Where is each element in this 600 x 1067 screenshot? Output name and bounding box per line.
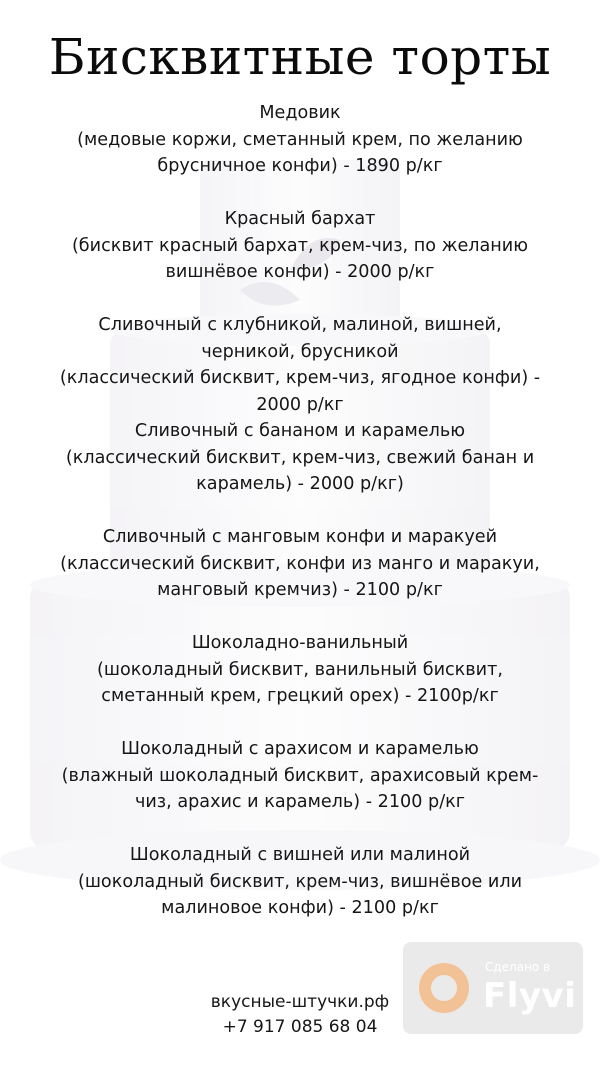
- item-description-line: (шоколадный бисквит, крем-чиз, вишнёвое или: [77, 871, 523, 892]
- item-description-line: (классический бисквит, крем-чиз, свежий банан и: [65, 447, 535, 468]
- menu-item-creamy-banana-caramel: [30, 418, 570, 524]
- item-description-line: (влажный шоколадный бисквит, арахисовый крем-: [61, 765, 539, 786]
- menu-item-medovik: [30, 100, 570, 206]
- item-name: Красный бархат: [224, 209, 376, 229]
- item-description-line: малиновое конфи) - 2100 р/кг: [161, 898, 439, 918]
- item-description-line: (шоколадный бисквит, ванильный бисквит,: [97, 659, 503, 680]
- item-name: Сливочный с клубникой, малиной, вишней,: [98, 315, 502, 335]
- item-name: Медовик: [259, 103, 341, 123]
- item-description-line: (классический бисквит, крем-чиз, ягодное конфи) -: [59, 368, 541, 388]
- cake-menu-list: [30, 100, 570, 948]
- item-description-line: манговый кремчиз) - 2100 р/кг: [157, 580, 443, 600]
- page-title: Бисквитные торты: [48, 28, 552, 86]
- item-name: Шоколадно-ванильный: [191, 633, 409, 653]
- menu-item-red-velvet: [30, 206, 570, 312]
- item-name: Сливочный с бананом и карамелью: [134, 421, 466, 441]
- item-name: Сливочный с манговым конфи и маракуей: [102, 527, 498, 547]
- item-name: черникой, брусникой: [201, 341, 399, 362]
- item-description-line: 2000 р/кг: [256, 394, 344, 415]
- flyvi-logo-icon: [419, 963, 469, 1013]
- menu-item-creamy-berries: [30, 312, 570, 418]
- footer-website[interactable]: вкусные-штучки.рф: [210, 992, 390, 1012]
- item-name: Шоколадный с вишней или малиной: [129, 845, 471, 865]
- item-description-line: (классический бисквит, конфи из манго и маракуи,: [60, 553, 540, 574]
- menu-item-chocolate-vanilla: [30, 630, 570, 736]
- item-description-line: брусничное конфи) - 1890 р/кг: [157, 156, 443, 176]
- menu-item-chocolate-cherry-raspberry: [30, 842, 570, 948]
- item-description-line: вишнёвое конфи) - 2000 р/кг: [165, 262, 435, 282]
- footer-phone[interactable]: +7 917 085 68 04: [222, 1017, 378, 1037]
- item-description-line: карамель) - 2000 р/кг): [196, 474, 404, 494]
- item-description-line: (медовые коржи, сметанный крем, по желанию: [77, 129, 523, 150]
- item-description-line: чиз, арахис и карамель) - 2100 р/кг: [134, 792, 466, 812]
- badge-brand-name: Flyvi: [483, 976, 577, 1016]
- item-description-line: (бисквит красный бархат, крем-чиз, по желанию: [71, 235, 529, 256]
- menu-item-chocolate-peanut-caramel: [30, 736, 570, 842]
- made-in-flyvi-badge[interactable]: [403, 942, 583, 1034]
- item-description-line: сметанный крем, грецкий орех) - 2100р/кг: [101, 686, 499, 706]
- menu-item-creamy-mango-passionfruit: [30, 524, 570, 630]
- item-name: Шоколадный с арахисом и карамелью: [121, 739, 479, 759]
- badge-caption: Сделано в: [485, 960, 551, 974]
